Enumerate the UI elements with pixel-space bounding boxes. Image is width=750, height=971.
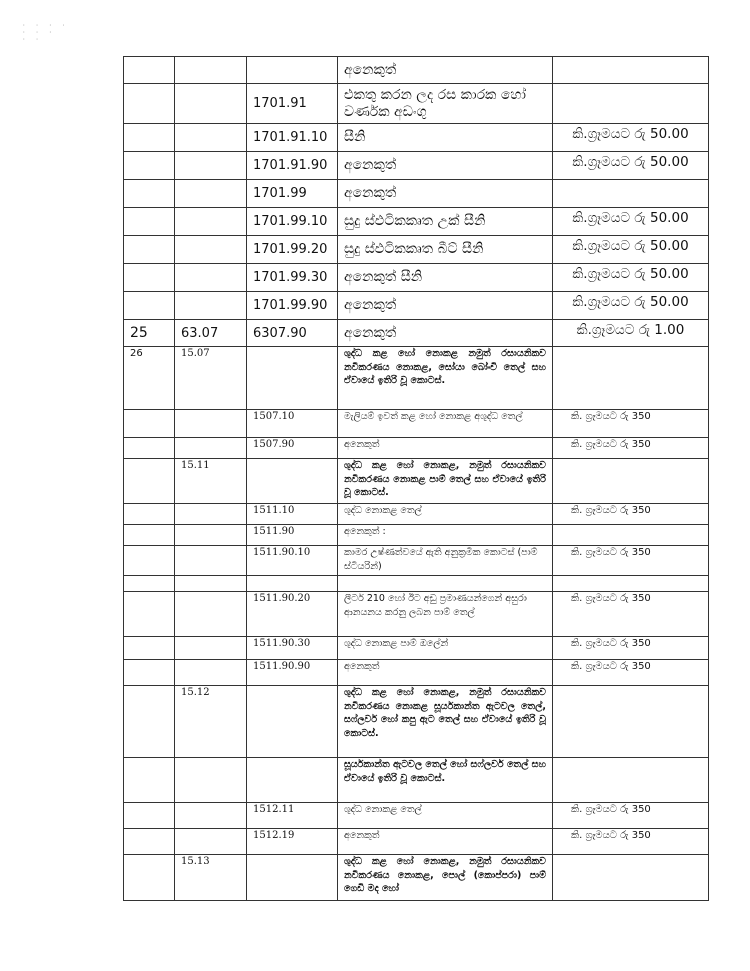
hs-code: 1511.90.20 — [247, 592, 338, 637]
description: එකතු කරන ලද රස කාරක හෝ වර්ණක අඩංගු — [338, 84, 553, 124]
row-index — [124, 208, 175, 236]
description: අනෙකුත් — [338, 180, 553, 208]
heading-code — [175, 84, 247, 124]
duty-rate: කි. ග්‍රෑමයට රු 350 — [553, 410, 709, 438]
table-row — [124, 264, 709, 292]
table-row — [124, 592, 709, 637]
duty-rate — [553, 758, 709, 803]
duty-rate: කි. ග්‍රෑමයට රු 350 — [553, 803, 709, 829]
duty-rate — [553, 57, 709, 84]
heading-code — [175, 152, 247, 180]
hs-code: 1701.99.10 — [247, 208, 338, 236]
hs-code: 1701.99.30 — [247, 264, 338, 292]
description: අනෙකුත් සීනි — [338, 264, 553, 292]
heading-code — [175, 592, 247, 637]
description: කාමර උෂ්ණත්වයේ ඇති අනුක්‍රමික කොටස් (පාම් ස්ටියරින්) — [338, 546, 553, 576]
table-row — [124, 438, 709, 459]
row-index — [124, 546, 175, 576]
table-row — [124, 236, 709, 264]
duty-rate: කි.ග්‍රෑමයට රු 50.00 — [553, 236, 709, 264]
heading-code — [175, 57, 247, 84]
description: ශුද්ධ කළ හෝ නොකළ, නමුත් රසායනිකව නවීකරණය නොකළ පාම් තෙල් සහ ඒවායේ ඉතිරි වූ කොටස්. — [338, 459, 553, 504]
description: ශුද්ධ කළ හෝ නොකළ, නමුත් රසායනිකව නවීකරණය නොකළ, පොල් (කොප්පරා) පාම් ගෙඩි මද හෝ — [338, 855, 553, 901]
duty-rate: කි.ග්‍රෑමයට රු 50.00 — [553, 152, 709, 180]
table-row — [124, 758, 709, 803]
heading-code — [175, 208, 247, 236]
heading-code — [175, 576, 247, 592]
description: සූර්යකාන්ත ඇටවල තෙල් හෝ සෆ්ලවර් තෙල් සහ ඒවායේ ඉතිරි වූ කොටස්. — [338, 758, 553, 803]
description: අනෙකුත් — [338, 320, 553, 347]
hs-code: 1701.99.90 — [247, 292, 338, 320]
hs-code: 1701.99 — [247, 180, 338, 208]
row-index — [124, 829, 175, 855]
heading-code — [175, 660, 247, 686]
hs-code: 1511.90.30 — [247, 637, 338, 660]
hs-code — [247, 686, 338, 758]
hs-code: 1701.91 — [247, 84, 338, 124]
table-row — [124, 152, 709, 180]
row-index — [124, 292, 175, 320]
row-index — [124, 84, 175, 124]
heading-code — [175, 124, 247, 152]
table-row — [124, 57, 709, 84]
heading-code — [175, 504, 247, 525]
table-row — [124, 124, 709, 152]
heading-code — [175, 758, 247, 803]
duty-rate: කි. ග්‍රෑමයට රු 350 — [553, 637, 709, 660]
heading-code: 15.11 — [175, 459, 247, 504]
description: ශුද්ධ කළ හෝ නොකළ, නමුත් රසායනිකව නවීකරණය නොකළ සූර්යකාන්ත ඇටවල තෙල්, සෆ්ලවර් හෝ කපු ඇට තෙල් සහ ඒවායේ ඉතිරි වූ කොටස්. — [338, 686, 553, 758]
hs-code — [247, 576, 338, 592]
row-index — [124, 686, 175, 758]
row-index — [124, 152, 175, 180]
row-index — [124, 180, 175, 208]
row-index — [124, 576, 175, 592]
table-row — [124, 829, 709, 855]
description: ශුද්ධ නොකළ තෙල් — [338, 803, 553, 829]
table-row — [124, 504, 709, 525]
heading-code — [175, 180, 247, 208]
row-index — [124, 57, 175, 84]
row-index — [124, 504, 175, 525]
description: අනෙකුත් — [338, 660, 553, 686]
table-row — [124, 660, 709, 686]
tariff-table — [123, 56, 709, 901]
scan-artifact: · · · · · · · · · — [22, 22, 69, 43]
hs-code — [247, 459, 338, 504]
table-row — [124, 84, 709, 124]
row-index: 25 — [124, 320, 175, 347]
table-row — [124, 855, 709, 901]
row-index — [124, 525, 175, 546]
hs-code: 1511.90.90 — [247, 660, 338, 686]
description: අනෙකුත් — [338, 57, 553, 84]
duty-rate — [553, 459, 709, 504]
table-row — [124, 459, 709, 504]
row-index — [124, 592, 175, 637]
row-index: 26 — [124, 347, 175, 410]
table-row — [124, 546, 709, 576]
hs-code — [247, 347, 338, 410]
heading-code: 63.07 — [175, 320, 247, 347]
heading-code — [175, 546, 247, 576]
hs-code: 1511.90 — [247, 525, 338, 546]
duty-rate: කි. ග්‍රෑමයට රු 350 — [553, 504, 709, 525]
table-row — [124, 803, 709, 829]
table-row — [124, 686, 709, 758]
description: සුදු ස්ඵටිකකෘත බීට් සීනි — [338, 236, 553, 264]
row-index — [124, 803, 175, 829]
table-row — [124, 292, 709, 320]
description: ශුද්ධ නොකළ තෙල් — [338, 504, 553, 525]
description: ලීටර් 210 හෝ ඊට අඩු ප්‍රමාණයන්ගෙන් අසුරා ආනයනය කරනු ලබන පාම් තෙල් — [338, 592, 553, 637]
hs-code: 1701.91.10 — [247, 124, 338, 152]
description — [338, 576, 553, 592]
duty-rate — [553, 84, 709, 124]
row-index — [124, 410, 175, 438]
row-index — [124, 660, 175, 686]
duty-rate: කි. ග්‍රෑමයට රු 350 — [553, 546, 709, 576]
duty-rate: කි.ග්‍රෑමයට රු 50.00 — [553, 292, 709, 320]
duty-rate — [553, 347, 709, 410]
duty-rate — [553, 855, 709, 901]
hs-code: 1507.10 — [247, 410, 338, 438]
description: සීනි — [338, 124, 553, 152]
duty-rate — [553, 525, 709, 546]
hs-code: 1512.11 — [247, 803, 338, 829]
row-index — [124, 637, 175, 660]
description: අනෙකුත් — [338, 438, 553, 459]
description: අනෙකුත් — [338, 829, 553, 855]
hs-code: 1507.90 — [247, 438, 338, 459]
hs-code: 1701.99.20 — [247, 236, 338, 264]
table-row — [124, 576, 709, 592]
table-row — [124, 208, 709, 236]
description: අනෙකුත් : — [338, 525, 553, 546]
row-index — [124, 758, 175, 803]
hs-code: 6307.90 — [247, 320, 338, 347]
hs-code — [247, 855, 338, 901]
duty-rate — [553, 180, 709, 208]
heading-code — [175, 292, 247, 320]
description: සුදු ස්ඵටිකකෘත උක් සීනි — [338, 208, 553, 236]
duty-rate: කි. ග්‍රෑමයට රු 350 — [553, 660, 709, 686]
heading-code — [175, 829, 247, 855]
row-index — [124, 236, 175, 264]
hs-code: 1512.19 — [247, 829, 338, 855]
table-row — [124, 525, 709, 546]
description: අනෙකුත් — [338, 152, 553, 180]
row-index — [124, 124, 175, 152]
table-row — [124, 637, 709, 660]
duty-rate: කි.ග්‍රෑමයට රු 1.00 — [553, 320, 709, 347]
heading-code: 15.13 — [175, 855, 247, 901]
duty-rate: කි. ග්‍රෑමයට රු 350 — [553, 438, 709, 459]
hs-code — [247, 758, 338, 803]
heading-code — [175, 264, 247, 292]
heading-code — [175, 438, 247, 459]
description: මැලියම් ඉවත් කළ හෝ නොකළ අශුද්ධ තෙල් — [338, 410, 553, 438]
table-row — [124, 347, 709, 410]
table-row — [124, 320, 709, 347]
row-index — [124, 438, 175, 459]
duty-rate: කි. ග්‍රෑමයට රු 350 — [553, 592, 709, 637]
heading-code: 15.12 — [175, 686, 247, 758]
table-row — [124, 180, 709, 208]
heading-code — [175, 410, 247, 438]
row-index — [124, 459, 175, 504]
hs-code — [247, 57, 338, 84]
duty-rate: කි. ග්‍රෑමයට රු 350 — [553, 829, 709, 855]
heading-code — [175, 236, 247, 264]
description: අනෙකුත් — [338, 292, 553, 320]
duty-rate: කි.ග්‍රෑමයට රු 50.00 — [553, 124, 709, 152]
hs-code: 1511.90.10 — [247, 546, 338, 576]
row-index — [124, 855, 175, 901]
heading-code — [175, 637, 247, 660]
table-row — [124, 410, 709, 438]
hs-code: 1701.91.90 — [247, 152, 338, 180]
heading-code: 15.07 — [175, 347, 247, 410]
row-index — [124, 264, 175, 292]
duty-rate — [553, 576, 709, 592]
duty-rate — [553, 686, 709, 758]
hs-code: 1511.10 — [247, 504, 338, 525]
duty-rate: කි.ග්‍රෑමයට රු 50.00 — [553, 264, 709, 292]
heading-code — [175, 525, 247, 546]
description: ශුද්ධ නොකළ පාම් ඔලේන් — [338, 637, 553, 660]
description: ශුද්ධ කළ හෝ නොකළ නමුත් රසායනිකව නවීකරණය නොකළ, සෝයා බෝංචි තෙල් සහ ඒවායේ ඉතිරි වූ කොටස්. — [338, 347, 553, 410]
heading-code — [175, 803, 247, 829]
duty-rate: කි.ග්‍රෑමයට රු 50.00 — [553, 208, 709, 236]
